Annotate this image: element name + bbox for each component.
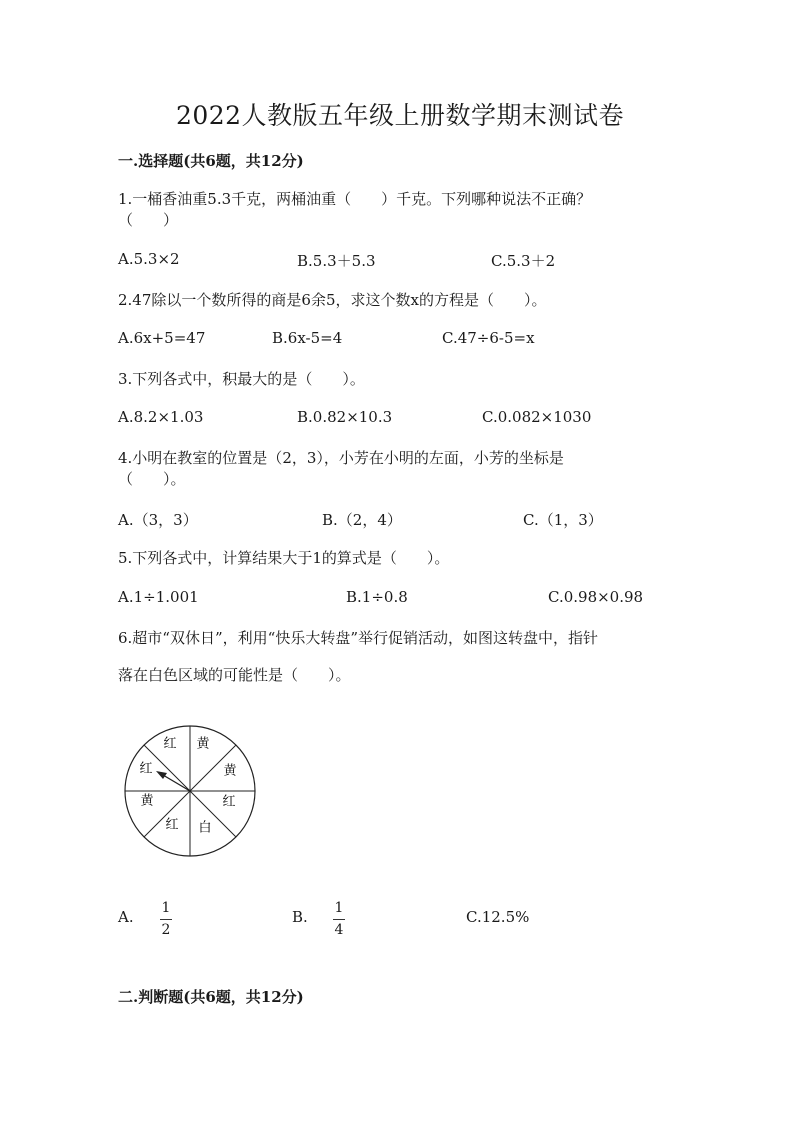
question-2-text: 2.47除以一个数所得的商是6余5，求这个数x的方程是（ ）。	[118, 291, 547, 309]
question-4-option-c: C.（1，3）	[523, 511, 603, 529]
question-6-option-a-fraction	[160, 900, 172, 938]
fraction-denominator: 4	[334, 922, 344, 938]
question-3-text: 3.下列各式中，积最大的是（ ）。	[118, 370, 365, 388]
question-3-option-a: A.8.2×1.03	[118, 408, 204, 426]
section-heading-choice: 一.选择题(共6题，共12分)	[118, 152, 304, 170]
question-1-text-cont: （ ）	[118, 211, 179, 229]
sector-label-2: 黄	[196, 736, 210, 752]
question-3-option-c: C.0.082×1030	[482, 408, 592, 426]
question-1-text: 1.一桶香油重5.3千克，两桶油重（ ）千克。下列哪种说法不正确？	[118, 190, 592, 208]
question-3-option-b: B.0.82×10.3	[297, 408, 393, 426]
fraction-denominator: 2	[161, 922, 171, 938]
question-4-option-a: A.（3，3）	[118, 511, 198, 529]
sector-label-6: 红	[165, 817, 179, 833]
question-1-option-a: A.5.3×2	[118, 250, 180, 268]
sector-label-3: 黄	[223, 763, 237, 779]
question-6-option-b-label: B.	[292, 908, 308, 926]
question-6-text-cont: 落在白色区域的可能性是（ ）。	[118, 666, 351, 684]
fraction-bar	[160, 919, 172, 920]
sector-label-5: 白	[198, 820, 212, 836]
question-2-option-a: A.6x+5=47	[118, 329, 206, 347]
sector-label-1: 红	[163, 736, 177, 752]
question-4-option-b: B.（2，4）	[322, 511, 402, 529]
fraction-numerator: 1	[161, 900, 171, 916]
sector-label-4: 红	[222, 794, 236, 810]
fraction-bar	[333, 919, 345, 920]
sector-label-7: 黄	[140, 793, 154, 809]
fraction-numerator: 1	[334, 900, 344, 916]
spinner-wheel-diagram	[120, 721, 260, 861]
page-title: 2022人教版五年级上册数学期末测试卷	[175, 101, 625, 130]
question-5-option-b: B.1÷0.8	[346, 588, 408, 606]
question-6-option-c: C.12.5%	[466, 908, 530, 926]
question-6-text: 6.超市“双休日”，利用“快乐大转盘”举行促销活动，如图这转盘中，指针	[118, 629, 598, 647]
question-2-option-c: C.47÷6-5=x	[442, 329, 535, 347]
question-4-text-cont: （ ）。	[118, 470, 186, 488]
question-6-option-a-label: A.	[118, 908, 134, 926]
question-5-option-c: C.0.98×0.98	[548, 588, 644, 606]
question-5-text: 5.下列各式中，计算结果大于1的算式是（ ）。	[118, 549, 450, 567]
question-4-text: 4.小明在教室的位置是（2，3），小芳在小明的左面，小芳的坐标是	[118, 449, 564, 467]
sector-label-8: 红	[139, 761, 153, 777]
question-6-option-b-fraction	[333, 900, 345, 938]
question-1-option-b: B.5.3＋5.3	[297, 252, 376, 270]
question-5-option-a: A.1÷1.001	[118, 588, 199, 606]
question-2-option-b: B.6x-5=4	[272, 329, 343, 347]
section-heading-judgment: 二.判断题(共6题，共12分)	[118, 988, 304, 1006]
question-1-option-c: C.5.3＋2	[491, 252, 556, 270]
